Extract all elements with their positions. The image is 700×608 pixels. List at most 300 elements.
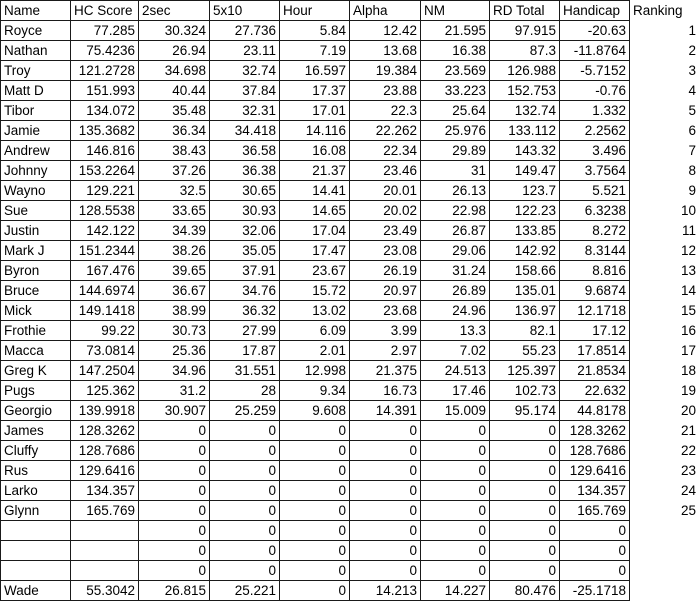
cell-handicap[interactable]: 129.6416 (560, 461, 630, 481)
cell-hc-score[interactable]: 147.2504 (71, 361, 139, 381)
cell-nm[interactable]: 0 (421, 521, 490, 541)
cell-rd-total[interactable]: 0 (490, 521, 560, 541)
cell-5x10[interactable]: 32.74 (210, 61, 280, 81)
cell-ranking[interactable]: 17 (680, 343, 696, 358)
cell-ranking[interactable]: 11 (681, 223, 696, 238)
cell-ranking[interactable]: 22 (680, 443, 696, 458)
cell-5x10[interactable]: 31.551 (210, 361, 280, 381)
cell-rd-total[interactable]: 0 (490, 421, 560, 441)
cell-nm[interactable]: 31 (421, 161, 490, 181)
cell-handicap[interactable]: 17.8514 (560, 341, 630, 361)
cell-rd-total[interactable]: 126.988 (490, 61, 560, 81)
cell-name[interactable] (1, 541, 71, 561)
cell-alpha[interactable]: 20.97 (350, 281, 421, 301)
cell-hour[interactable]: 15.72 (280, 281, 350, 301)
cell-handicap[interactable]: 0 (560, 521, 630, 541)
cell-5x10[interactable]: 35.05 (210, 241, 280, 261)
cell-hc-score[interactable]: 134.357 (71, 481, 139, 501)
cell-hour[interactable]: 0 (280, 421, 350, 441)
cell-hour[interactable]: 17.47 (280, 241, 350, 261)
cell-ranking[interactable]: 21 (680, 423, 696, 438)
cell-rd-total[interactable]: 152.753 (490, 81, 560, 101)
cell-nm[interactable]: 14.227 (421, 581, 490, 601)
cell-hc-score[interactable]: 146.816 (71, 141, 139, 161)
cell-5x10[interactable]: 28 (210, 381, 280, 401)
cell-rd-total[interactable]: 122.23 (490, 201, 560, 221)
cell-5x10[interactable]: 36.38 (210, 161, 280, 181)
cell-handicap[interactable]: -0.76 (560, 81, 630, 101)
cell-name[interactable]: Macca (1, 341, 71, 361)
cell-hour[interactable]: 12.998 (280, 361, 350, 381)
cell-alpha[interactable]: 26.19 (350, 261, 421, 281)
cell-name[interactable]: Glynn (1, 501, 71, 521)
cell-hc-score[interactable]: 167.476 (71, 261, 139, 281)
cell-2sec[interactable]: 25.36 (139, 341, 210, 361)
cell-alpha[interactable]: 14.391 (350, 401, 421, 421)
cell-hour[interactable]: 16.597 (280, 61, 350, 81)
cell-alpha[interactable]: 22.3 (350, 101, 421, 121)
cell-rd-total[interactable]: 149.47 (490, 161, 560, 181)
cell-5x10[interactable]: 27.736 (210, 21, 280, 41)
cell-2sec[interactable]: 31.2 (139, 381, 210, 401)
cell-hc-score[interactable]: 121.2728 (71, 61, 139, 81)
cell-2sec[interactable]: 36.34 (139, 121, 210, 141)
cell-5x10[interactable]: 0 (210, 561, 280, 581)
cell-name[interactable]: Georgio (1, 401, 71, 421)
cell-5x10[interactable]: 0 (210, 421, 280, 441)
cell-rd-total[interactable]: 0 (490, 541, 560, 561)
cell-alpha[interactable]: 0 (350, 541, 421, 561)
cell-alpha[interactable]: 23.68 (350, 301, 421, 321)
cell-hour[interactable]: 23.67 (280, 261, 350, 281)
cell-hc-score[interactable]: 128.5538 (71, 201, 139, 221)
cell-rd-total[interactable]: 142.92 (490, 241, 560, 261)
cell-alpha[interactable]: 3.99 (350, 321, 421, 341)
cell-5x10[interactable]: 32.06 (210, 221, 280, 241)
cell-5x10[interactable]: 34.76 (210, 281, 280, 301)
cell-hour[interactable]: 0 (280, 441, 350, 461)
cell-rd-total[interactable]: 0 (490, 441, 560, 461)
cell-nm[interactable]: 26.87 (421, 221, 490, 241)
cell-2sec[interactable]: 34.698 (139, 61, 210, 81)
cell-rd-total[interactable]: 143.32 (490, 141, 560, 161)
cell-nm[interactable]: 17.46 (421, 381, 490, 401)
cell-alpha[interactable]: 23.88 (350, 81, 421, 101)
cell-rd-total[interactable]: 135.01 (490, 281, 560, 301)
cell-2sec[interactable]: 35.48 (139, 101, 210, 121)
cell-name[interactable]: Wayno (1, 181, 71, 201)
cell-alpha[interactable]: 23.08 (350, 241, 421, 261)
cell-rd-total[interactable]: 0 (490, 561, 560, 581)
cell-ranking[interactable] (630, 521, 699, 541)
cell-hour[interactable]: 6.09 (280, 321, 350, 341)
cell-5x10[interactable]: 0 (210, 461, 280, 481)
cell-ranking[interactable]: 14 (680, 283, 696, 298)
cell-ranking[interactable]: 16 (680, 323, 696, 338)
cell-2sec[interactable]: 30.907 (139, 401, 210, 421)
cell-ranking[interactable]: 24 (680, 483, 696, 498)
cell-hour[interactable]: 16.08 (280, 141, 350, 161)
cell-handicap[interactable]: 17.12 (560, 321, 630, 341)
cell-hc-score[interactable]: 125.362 (71, 381, 139, 401)
cell-hc-score[interactable]: 151.2344 (71, 241, 139, 261)
cell-handicap[interactable]: 21.8534 (560, 361, 630, 381)
cell-hour[interactable]: 17.37 (280, 81, 350, 101)
cell-ranking[interactable]: 1 (688, 23, 696, 38)
cell-nm[interactable]: 0 (421, 421, 490, 441)
cell-hour[interactable]: 7.19 (280, 41, 350, 61)
cell-handicap[interactable]: 5.521 (560, 181, 630, 201)
cell-ranking[interactable]: 8 (688, 163, 696, 178)
cell-ranking[interactable]: 23 (680, 463, 696, 478)
cell-alpha[interactable]: 20.02 (350, 201, 421, 221)
cell-handicap[interactable]: 128.3262 (560, 421, 630, 441)
cell-2sec[interactable]: 36.67 (139, 281, 210, 301)
cell-2sec[interactable]: 38.43 (139, 141, 210, 161)
cell-handicap[interactable]: 12.1718 (560, 301, 630, 321)
cell-hour[interactable]: 13.02 (280, 301, 350, 321)
cell-nm[interactable]: 33.223 (421, 81, 490, 101)
cell-nm[interactable]: 23.569 (421, 61, 490, 81)
cell-ranking[interactable]: 25 (680, 503, 696, 518)
cell-name[interactable] (1, 561, 71, 581)
cell-hc-score[interactable]: 75.4236 (71, 41, 139, 61)
cell-hour[interactable]: 0 (280, 541, 350, 561)
cell-ranking[interactable]: 18 (680, 363, 696, 378)
cell-2sec[interactable]: 30.73 (139, 321, 210, 341)
cell-alpha[interactable]: 0 (350, 501, 421, 521)
header-rd-total[interactable]: RD Total (490, 1, 560, 21)
cell-alpha[interactable]: 19.384 (350, 61, 421, 81)
cell-name[interactable] (1, 521, 71, 541)
cell-name[interactable]: Nathan (1, 41, 71, 61)
cell-handicap[interactable]: 8.272 (560, 221, 630, 241)
cell-ranking[interactable] (630, 561, 699, 581)
cell-nm[interactable]: 0 (421, 441, 490, 461)
cell-2sec[interactable]: 32.5 (139, 181, 210, 201)
cell-handicap[interactable]: 3.496 (560, 141, 630, 161)
cell-name[interactable]: Byron (1, 261, 71, 281)
cell-name[interactable]: Greg K (1, 361, 71, 381)
cell-2sec[interactable]: 30.324 (139, 21, 210, 41)
cell-5x10[interactable]: 0 (210, 441, 280, 461)
cell-hour[interactable]: 0 (280, 581, 350, 601)
cell-name[interactable]: Troy (1, 61, 71, 81)
cell-nm[interactable]: 25.976 (421, 121, 490, 141)
cell-rd-total[interactable]: 125.397 (490, 361, 560, 381)
cell-5x10[interactable]: 25.259 (210, 401, 280, 421)
cell-ranking[interactable]: 19 (680, 383, 696, 398)
cell-hc-score[interactable] (71, 561, 139, 581)
cell-hour[interactable]: 0 (280, 561, 350, 581)
cell-2sec[interactable]: 34.39 (139, 221, 210, 241)
cell-2sec[interactable]: 38.26 (139, 241, 210, 261)
cell-ranking[interactable]: 2 (688, 43, 696, 58)
cell-2sec[interactable]: 38.99 (139, 301, 210, 321)
cell-alpha[interactable]: 23.49 (350, 221, 421, 241)
cell-hour[interactable]: 14.65 (280, 201, 350, 221)
cell-handicap[interactable]: 3.7564 (560, 161, 630, 181)
cell-handicap[interactable]: 165.769 (560, 501, 630, 521)
cell-rd-total[interactable]: 80.476 (490, 581, 560, 601)
cell-hour[interactable]: 17.01 (280, 101, 350, 121)
header-hour[interactable]: Hour (280, 1, 350, 21)
cell-nm[interactable]: 15.009 (421, 401, 490, 421)
cell-ranking[interactable]: 7 (688, 143, 696, 158)
header-name[interactable]: Name (1, 1, 71, 21)
cell-2sec[interactable]: 26.815 (139, 581, 210, 601)
cell-2sec[interactable]: 0 (139, 521, 210, 541)
cell-handicap[interactable]: -25.1718 (560, 581, 630, 601)
cell-hc-score[interactable]: 153.2264 (71, 161, 139, 181)
cell-alpha[interactable]: 13.68 (350, 41, 421, 61)
cell-rd-total[interactable]: 0 (490, 481, 560, 501)
cell-handicap[interactable]: 44.8178 (560, 401, 630, 421)
cell-nm[interactable]: 7.02 (421, 341, 490, 361)
cell-handicap[interactable]: 0 (560, 541, 630, 561)
cell-2sec[interactable]: 40.44 (139, 81, 210, 101)
cell-2sec[interactable]: 34.96 (139, 361, 210, 381)
cell-ranking[interactable]: 15 (680, 303, 696, 318)
cell-hc-score[interactable]: 128.7686 (71, 441, 139, 461)
cell-hour[interactable]: 21.37 (280, 161, 350, 181)
cell-nm[interactable]: 13.3 (421, 321, 490, 341)
cell-2sec[interactable]: 0 (139, 501, 210, 521)
cell-hour[interactable]: 9.34 (280, 381, 350, 401)
cell-hc-score[interactable]: 134.072 (71, 101, 139, 121)
cell-alpha[interactable]: 0 (350, 561, 421, 581)
cell-name[interactable]: Rus (1, 461, 71, 481)
cell-5x10[interactable]: 27.99 (210, 321, 280, 341)
header-ranking[interactable]: Ranking (633, 3, 683, 18)
cell-nm[interactable]: 21.595 (421, 21, 490, 41)
cell-5x10[interactable]: 32.31 (210, 101, 280, 121)
cell-2sec[interactable]: 0 (139, 421, 210, 441)
cell-5x10[interactable]: 30.93 (210, 201, 280, 221)
cell-5x10[interactable]: 37.84 (210, 81, 280, 101)
cell-5x10[interactable]: 0 (210, 481, 280, 501)
cell-hour[interactable]: 2.01 (280, 341, 350, 361)
cell-name[interactable]: Matt D (1, 81, 71, 101)
cell-alpha[interactable]: 21.375 (350, 361, 421, 381)
cell-nm[interactable]: 0 (421, 541, 490, 561)
cell-ranking[interactable]: 6 (688, 123, 696, 138)
cell-rd-total[interactable]: 55.23 (490, 341, 560, 361)
cell-rd-total[interactable]: 97.915 (490, 21, 560, 41)
cell-nm[interactable]: 0 (421, 481, 490, 501)
cell-handicap[interactable]: -11.8764 (560, 41, 630, 61)
cell-name[interactable]: Larko (1, 481, 71, 501)
cell-name[interactable]: Mark J (1, 241, 71, 261)
cell-nm[interactable]: 29.06 (421, 241, 490, 261)
cell-ranking[interactable]: 20 (680, 403, 696, 418)
cell-hc-score[interactable]: 151.993 (71, 81, 139, 101)
cell-hc-score[interactable] (71, 521, 139, 541)
cell-alpha[interactable]: 2.97 (350, 341, 421, 361)
cell-alpha[interactable]: 22.34 (350, 141, 421, 161)
header-5x10[interactable]: 5x10 (210, 1, 280, 21)
cell-rd-total[interactable]: 102.73 (490, 381, 560, 401)
cell-hc-score[interactable]: 129.6416 (71, 461, 139, 481)
cell-hc-score[interactable]: 142.122 (71, 221, 139, 241)
header-nm[interactable]: NM (421, 1, 490, 21)
cell-rd-total[interactable]: 158.66 (490, 261, 560, 281)
cell-nm[interactable]: 0 (421, 501, 490, 521)
cell-hc-score[interactable]: 165.769 (71, 501, 139, 521)
cell-alpha[interactable]: 22.262 (350, 121, 421, 141)
cell-rd-total[interactable]: 87.3 (490, 41, 560, 61)
cell-alpha[interactable]: 20.01 (350, 181, 421, 201)
cell-5x10[interactable]: 0 (210, 521, 280, 541)
cell-alpha[interactable]: 0 (350, 441, 421, 461)
cell-name[interactable]: James (1, 421, 71, 441)
cell-alpha[interactable]: 12.42 (350, 21, 421, 41)
cell-hour[interactable]: 0 (280, 521, 350, 541)
cell-nm[interactable]: 24.96 (421, 301, 490, 321)
cell-nm[interactable]: 24.513 (421, 361, 490, 381)
cell-5x10[interactable]: 36.32 (210, 301, 280, 321)
cell-nm[interactable]: 29.89 (421, 141, 490, 161)
cell-2sec[interactable]: 0 (139, 461, 210, 481)
cell-handicap[interactable]: -5.7152 (560, 61, 630, 81)
cell-rd-total[interactable]: 95.174 (490, 401, 560, 421)
cell-2sec[interactable]: 39.65 (139, 261, 210, 281)
cell-hour[interactable]: 0 (280, 481, 350, 501)
cell-2sec[interactable]: 26.94 (139, 41, 210, 61)
cell-nm[interactable]: 26.13 (421, 181, 490, 201)
cell-rd-total[interactable]: 123.7 (490, 181, 560, 201)
cell-handicap[interactable]: 9.6874 (560, 281, 630, 301)
cell-rd-total[interactable]: 0 (490, 501, 560, 521)
cell-name[interactable]: Royce (1, 21, 71, 41)
cell-hour[interactable]: 14.41 (280, 181, 350, 201)
cell-ranking[interactable] (630, 581, 699, 601)
cell-5x10[interactable]: 0 (210, 501, 280, 521)
cell-rd-total[interactable]: 0 (490, 461, 560, 481)
cell-name[interactable]: Cluffy (1, 441, 71, 461)
cell-5x10[interactable]: 30.65 (210, 181, 280, 201)
cell-handicap[interactable]: 6.3238 (560, 201, 630, 221)
cell-alpha[interactable]: 0 (350, 461, 421, 481)
cell-nm[interactable]: 0 (421, 561, 490, 581)
cell-alpha[interactable]: 0 (350, 421, 421, 441)
cell-handicap[interactable]: 134.357 (560, 481, 630, 501)
header-2sec[interactable]: 2sec (139, 1, 210, 21)
cell-handicap[interactable]: 2.2562 (560, 121, 630, 141)
cell-ranking[interactable]: 10 (680, 203, 696, 218)
cell-hc-score[interactable]: 128.3262 (71, 421, 139, 441)
cell-name[interactable]: Andrew (1, 141, 71, 161)
cell-alpha[interactable]: 16.73 (350, 381, 421, 401)
cell-ranking[interactable]: 9 (688, 183, 696, 198)
cell-alpha[interactable]: 14.213 (350, 581, 421, 601)
cell-name[interactable]: Justin (1, 221, 71, 241)
cell-nm[interactable]: 26.89 (421, 281, 490, 301)
cell-name[interactable]: Wade (1, 581, 71, 601)
cell-5x10[interactable]: 0 (210, 541, 280, 561)
header-hc-score[interactable]: HC Score (71, 1, 139, 21)
header-alpha[interactable]: Alpha (350, 1, 421, 21)
cell-hc-score[interactable]: 77.285 (71, 21, 139, 41)
cell-name[interactable]: Tibor (1, 101, 71, 121)
cell-hour[interactable]: 0 (280, 501, 350, 521)
cell-hc-score[interactable]: 99.22 (71, 321, 139, 341)
cell-5x10[interactable]: 17.87 (210, 341, 280, 361)
cell-ranking[interactable] (630, 541, 699, 561)
cell-2sec[interactable]: 0 (139, 541, 210, 561)
cell-name[interactable]: Jamie (1, 121, 71, 141)
cell-nm[interactable]: 31.24 (421, 261, 490, 281)
cell-name[interactable]: Bruce (1, 281, 71, 301)
cell-hc-score[interactable]: 149.1418 (71, 301, 139, 321)
cell-5x10[interactable]: 36.58 (210, 141, 280, 161)
cell-2sec[interactable]: 33.65 (139, 201, 210, 221)
cell-name[interactable]: Frothie (1, 321, 71, 341)
cell-hour[interactable]: 17.04 (280, 221, 350, 241)
cell-hour[interactable]: 5.84 (280, 21, 350, 41)
cell-nm[interactable]: 22.98 (421, 201, 490, 221)
cell-handicap[interactable]: -20.63 (560, 21, 630, 41)
cell-2sec[interactable]: 0 (139, 561, 210, 581)
cell-handicap[interactable]: 8.3144 (560, 241, 630, 261)
cell-hour[interactable]: 9.608 (280, 401, 350, 421)
cell-nm[interactable]: 0 (421, 461, 490, 481)
cell-hc-score[interactable] (71, 541, 139, 561)
cell-5x10[interactable]: 25.221 (210, 581, 280, 601)
cell-ranking[interactable]: 5 (688, 103, 696, 118)
cell-hour[interactable]: 0 (280, 461, 350, 481)
cell-nm[interactable]: 16.38 (421, 41, 490, 61)
cell-hc-score[interactable]: 55.3042 (71, 581, 139, 601)
cell-alpha[interactable]: 0 (350, 521, 421, 541)
cell-rd-total[interactable]: 133.85 (490, 221, 560, 241)
cell-handicap[interactable]: 8.816 (560, 261, 630, 281)
cell-name[interactable]: Pugs (1, 381, 71, 401)
cell-hc-score[interactable]: 135.3682 (71, 121, 139, 141)
cell-hc-score[interactable]: 144.6974 (71, 281, 139, 301)
header-handicap[interactable]: Handicap (560, 1, 630, 21)
cell-handicap[interactable]: 0 (560, 561, 630, 581)
cell-name[interactable]: Sue (1, 201, 71, 221)
cell-rd-total[interactable]: 132.74 (490, 101, 560, 121)
cell-ranking[interactable]: 12 (680, 243, 696, 258)
cell-hour[interactable]: 14.116 (280, 121, 350, 141)
cell-5x10[interactable]: 37.91 (210, 261, 280, 281)
cell-nm[interactable]: 25.64 (421, 101, 490, 121)
cell-hc-score[interactable]: 73.0814 (71, 341, 139, 361)
cell-handicap[interactable]: 128.7686 (560, 441, 630, 461)
cell-ranking[interactable]: 4 (688, 83, 696, 98)
cell-handicap[interactable]: 22.632 (560, 381, 630, 401)
cell-rd-total[interactable]: 133.112 (490, 121, 560, 141)
cell-name[interactable]: Mick (1, 301, 71, 321)
cell-rd-total[interactable]: 82.1 (490, 321, 560, 341)
cell-name[interactable]: Johnny (1, 161, 71, 181)
cell-ranking[interactable]: 3 (688, 63, 696, 78)
cell-5x10[interactable]: 34.418 (210, 121, 280, 141)
cell-2sec[interactable]: 0 (139, 481, 210, 501)
cell-ranking[interactable]: 13 (680, 263, 696, 278)
cell-alpha[interactable]: 0 (350, 481, 421, 501)
cell-alpha[interactable]: 23.46 (350, 161, 421, 181)
cell-handicap[interactable]: 1.332 (560, 101, 630, 121)
cell-hc-score[interactable]: 129.221 (71, 181, 139, 201)
cell-5x10[interactable]: 23.11 (210, 41, 280, 61)
cell-hc-score[interactable]: 139.9918 (71, 401, 139, 421)
cell-2sec[interactable]: 0 (139, 441, 210, 461)
cell-rd-total[interactable]: 136.97 (490, 301, 560, 321)
cell-2sec[interactable]: 37.26 (139, 161, 210, 181)
